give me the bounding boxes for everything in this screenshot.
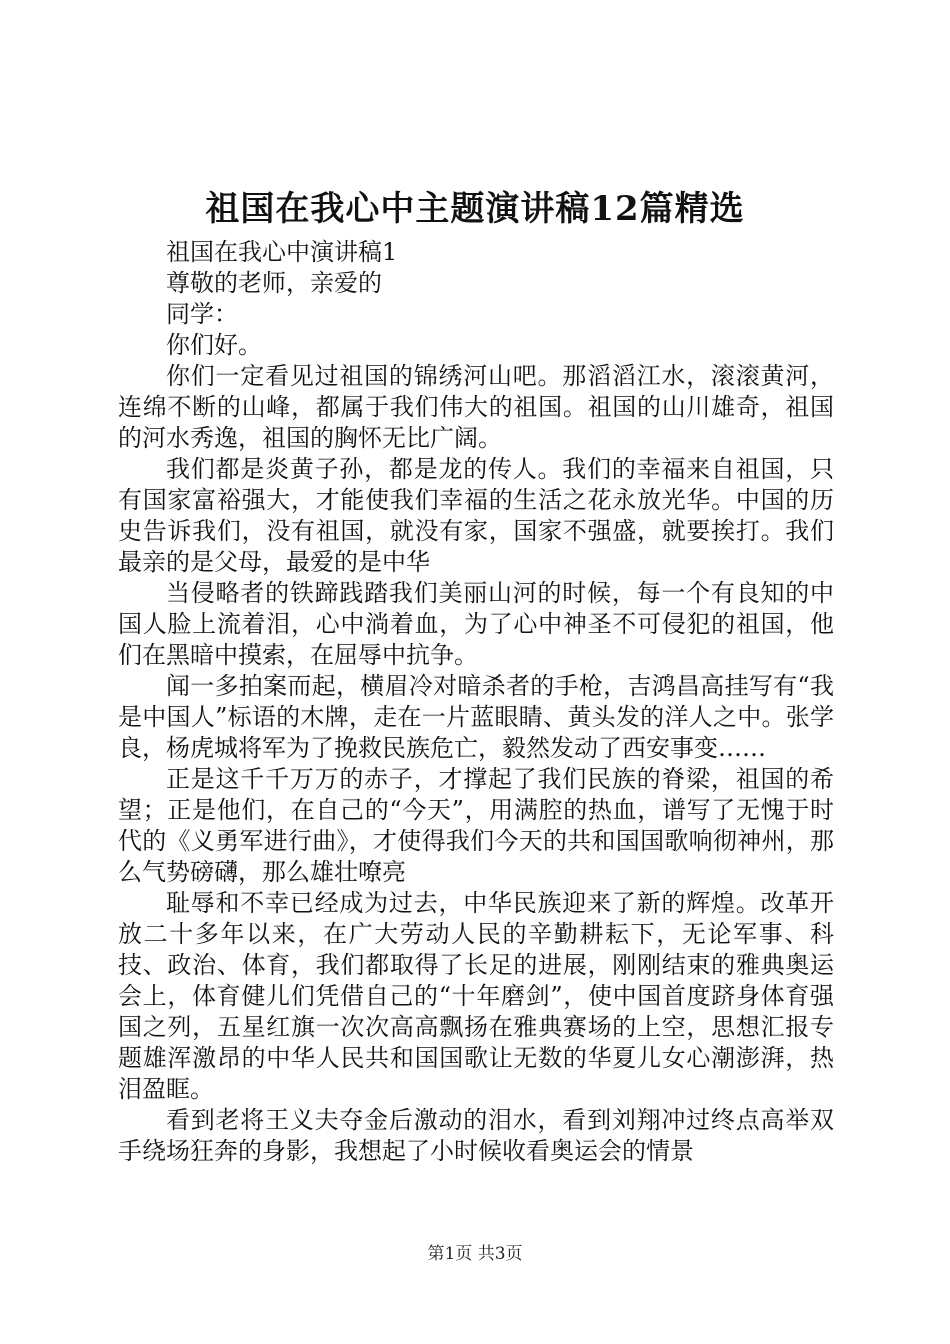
paragraph: 你们一定看见过祖国的锦绣河山吧。那滔滔江水，滚滚黄河，连绵不断的山峰，都属于我们伟大的祖国。祖国的山川雄奇，祖国的河水秀逸，祖国的胸怀无比广阔。 [118, 362, 834, 452]
document-title: 祖国在我心中主题演讲稿12篇精选 [205, 189, 745, 229]
paragraph: 看到老将王义夫夺金后激动的泪水，看到刘翔冲过终点高举双手绕场狂奔的身影，我想起了小时候收看奥运会的情景 [118, 1106, 834, 1165]
paragraph: 耻辱和不幸已经成为过去，中华民族迎来了新的辉煌。改革开放二十多年以来，在广大劳动人民的辛勤耕耘下，无论军事、科技、政治、体育，我们都取得了长足的进展，刚刚结束的雅典奥运会上，体育健儿们凭借自己的“十年磨剑”，使中国首度跻身体育强国之列，五星红旗一次次高高飘扬在雅典赛场的上空，思想汇报专题雄浑激昂的中华人民共和国国歌让无数的华夏儿女心潮澎湃，热泪盈眶。 [118, 889, 834, 1103]
paragraph: 正是这千千万万的赤子，才撑起了我们民族的脊梁，祖国的希望；正是他们，在自己的“今天”，用满腔的热血，谱写了无愧于时代的《义勇军进行曲》，才使得我们今天的共和国国歌响彻神州，那么气势磅礴，那么雄壮嘹亮 [118, 765, 834, 886]
paragraph: 祖国在我心中演讲稿1 [166, 238, 398, 266]
paragraph: 闻一多拍案而起，横眉冷对暗杀者的手枪，吉鸿昌高挂写有“我是中国人”标语的木牌，走在一片蓝眼睛、黄头发的洋人之中。张学良，杨虎城将军为了挽救民族危亡，毅然发动了西安事变…… [118, 672, 834, 762]
paragraph: 尊敬的老师，亲爱的 [166, 269, 382, 297]
document-body [118, 237, 834, 1167]
page-footer: 第1页 共3页 [427, 1244, 523, 1264]
paragraph: 同学： [166, 300, 238, 328]
paragraph: 当侵略者的铁蹄践踏我们美丽山河的时候，每一个有良知的中国人脸上流着泪，心中淌着血，为了心中神圣不可侵犯的祖国，他们在黑暗中摸索，在屈辱中抗争。 [118, 579, 834, 669]
paragraph: 你们好。 [166, 331, 262, 359]
paragraph: 我们都是炎黄子孙，都是龙的传人。我们的幸福来自祖国，只有国家富裕强大，才能使我们幸福的生活之花永放光华。中国的历史告诉我们，没有祖国，就没有家，国家不强盛，就要挨打。我们最亲的是父母，最爱的是中华 [118, 455, 834, 576]
